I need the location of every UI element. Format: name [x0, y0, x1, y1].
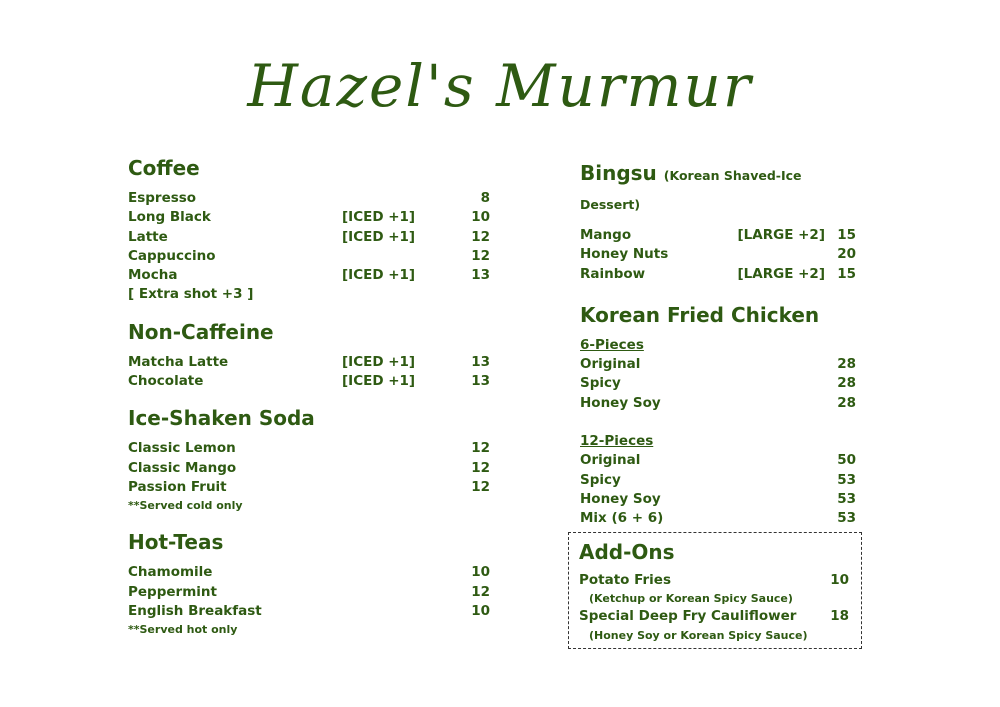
item-description: (Honey Soy or Korean Spicy Sauce)	[589, 628, 808, 642]
item-price: 12	[471, 440, 490, 457]
item-price: 12	[471, 459, 490, 476]
item-name: Latte	[128, 228, 168, 245]
item-price: 13	[471, 353, 490, 370]
extra-shot-text: [ Extra shot +3 ]	[128, 286, 254, 303]
menu-item	[128, 563, 490, 582]
item-name: Spicy	[580, 471, 621, 488]
menu-item	[580, 374, 856, 393]
item-price: 28	[837, 375, 856, 392]
served-hot-note: **Served hot only	[128, 623, 238, 637]
item-name: Passion Fruit	[128, 478, 227, 495]
item-price: 15	[837, 227, 856, 243]
menu-item	[580, 355, 856, 374]
item-price: 15	[837, 265, 856, 282]
hot-teas-section	[128, 529, 490, 639]
item-price: 13	[471, 373, 490, 390]
add-ons-box	[568, 532, 862, 649]
menu-item	[128, 247, 490, 266]
item-modifier: [LARGE +2]	[737, 265, 825, 282]
item-price: 10	[471, 602, 490, 619]
six-pieces-label: 6-Pieces	[580, 336, 644, 353]
menu-item	[128, 459, 490, 478]
section-heading: Coffee	[128, 156, 200, 180]
item-price: 28	[837, 356, 856, 373]
item-name: Honey Nuts	[580, 246, 669, 263]
menu-item	[580, 394, 856, 413]
item-name: Spicy	[580, 375, 621, 392]
section-heading: Non-Caffeine	[128, 319, 274, 344]
menu-item	[128, 266, 490, 285]
menu-item	[128, 478, 490, 497]
section-heading: Ice-Shaken Soda	[128, 406, 315, 431]
section-heading: Hot-Teas	[128, 530, 224, 555]
item-price: 53	[837, 471, 856, 488]
item-price: 12	[471, 228, 490, 245]
section-heading: Korean Fried Chicken	[580, 302, 820, 327]
menu-item	[580, 509, 856, 528]
item-name: Peppermint	[128, 583, 217, 600]
menu-title: Hazel's Murmur	[247, 52, 753, 120]
item-price: 13	[471, 267, 490, 284]
item-name: Espresso	[128, 190, 197, 206]
item-name: Honey Soy	[580, 490, 661, 507]
menu-item	[579, 607, 851, 626]
menu-item	[580, 471, 856, 490]
item-name: Chocolate	[128, 373, 204, 390]
item-name: Classic Mango	[128, 459, 237, 476]
item-price: 28	[837, 394, 856, 411]
item-name: Potato Fries	[579, 572, 671, 588]
menu-item	[580, 245, 856, 264]
menu-item	[128, 208, 490, 227]
item-name: Mango	[580, 227, 632, 243]
extra-shot-note	[128, 285, 490, 304]
menu-item	[128, 583, 490, 602]
item-name: Matcha Latte	[128, 353, 229, 370]
item-price: 50	[837, 452, 856, 469]
item-modifier: [ICED +1]	[342, 228, 416, 245]
item-name: Original	[580, 452, 641, 469]
item-name: Original	[580, 356, 641, 373]
menu-item	[580, 490, 856, 509]
item-price: 53	[837, 510, 856, 527]
bingsu-section	[580, 160, 856, 284]
section-heading: Add-Ons	[579, 540, 675, 564]
left-column	[128, 155, 490, 653]
item-name: Chamomile	[128, 564, 213, 581]
right-column	[580, 160, 856, 543]
item-price: 20	[837, 246, 856, 263]
item-modifier: [LARGE +2]	[737, 227, 825, 243]
menu-item	[128, 353, 490, 372]
item-price: 53	[837, 490, 856, 507]
twelve-pieces-label: 12-Pieces	[580, 433, 654, 450]
item-name: Special Deep Fry Cauliflower	[579, 608, 797, 625]
item-modifier: [ICED +1]	[342, 373, 416, 390]
coffee-section	[128, 155, 490, 305]
item-name: Rainbow	[580, 265, 646, 282]
item-name: Classic Lemon	[128, 440, 236, 457]
menu-item	[128, 228, 490, 247]
item-name: Long Black	[128, 209, 211, 226]
soda-section	[128, 405, 490, 515]
item-name: Mocha	[128, 267, 178, 284]
item-name: Honey Soy	[580, 394, 661, 411]
item-price: 12	[471, 247, 490, 264]
menu-item	[128, 439, 490, 458]
section-heading	[580, 160, 856, 218]
bingsu-subtitle: (Korean Shaved-Ice Dessert)	[580, 168, 802, 212]
fried-chicken-section	[580, 302, 856, 529]
served-cold-note: **Served cold only	[128, 499, 243, 513]
item-price: 10	[471, 209, 490, 226]
menu-item	[128, 372, 490, 391]
bingsu-title: Bingsu	[580, 161, 657, 185]
item-price: 10	[830, 572, 849, 588]
item-price: 12	[471, 478, 490, 495]
menu-item	[580, 265, 856, 284]
item-price: 10	[471, 564, 490, 581]
item-modifier: [ICED +1]	[342, 353, 416, 370]
menu-item	[579, 571, 851, 590]
menu-item	[580, 226, 856, 245]
item-description: (Ketchup or Korean Spicy Sauce)	[589, 592, 793, 606]
item-name: English Breakfast	[128, 602, 262, 619]
item-name: Mix (6 + 6)	[580, 510, 664, 527]
item-price: 18	[830, 608, 849, 625]
item-modifier: [ICED +1]	[342, 209, 416, 226]
item-price: 8	[480, 190, 490, 206]
menu-item	[580, 451, 856, 470]
menu-item	[128, 189, 490, 208]
menu-item	[128, 602, 490, 621]
item-name: Cappuccino	[128, 247, 216, 264]
item-modifier: [ICED +1]	[342, 267, 416, 284]
non-caffeine-section	[128, 319, 490, 392]
item-price: 12	[471, 583, 490, 600]
